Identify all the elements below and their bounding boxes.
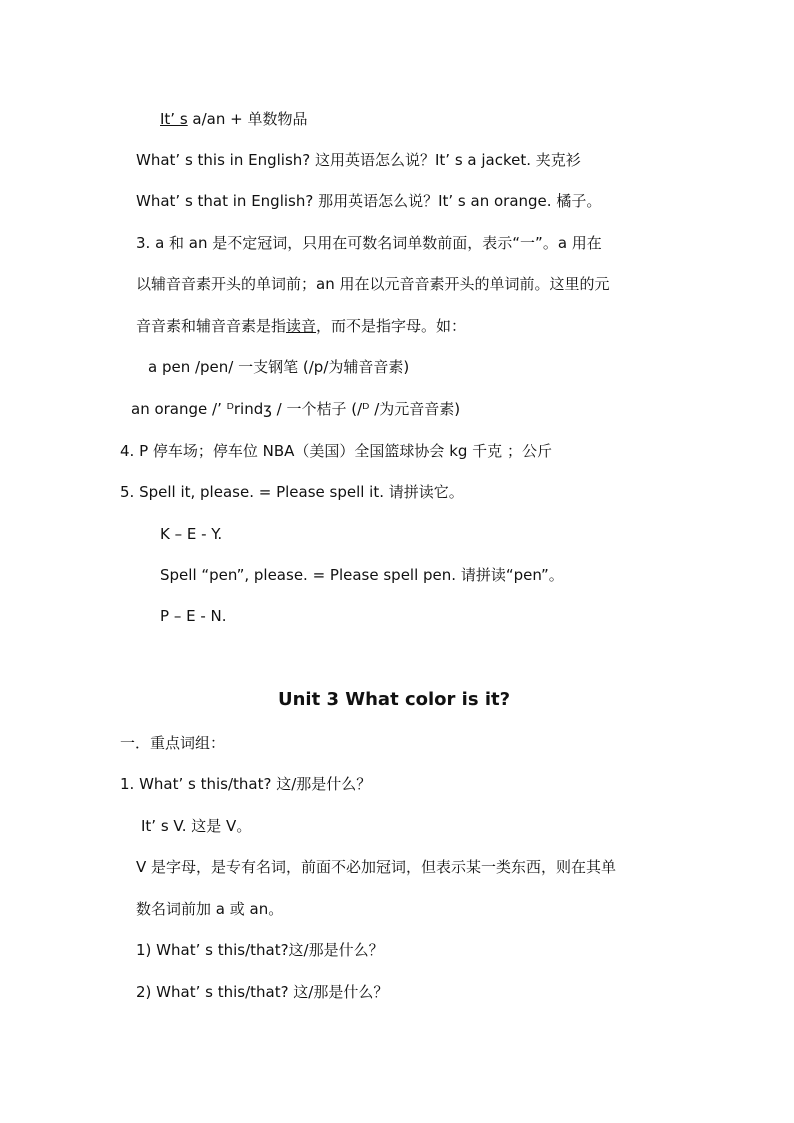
section-line-5: 1) What’ s this/that?这/那是什么？	[136, 941, 384, 959]
underlined-pronunciation: 读音	[286, 317, 317, 335]
text-line-6	[136, 316, 466, 336]
section-line-4: 数名词前加 a 或 an。	[136, 900, 284, 918]
text-line-1-rest: a/an + 单数物品	[187, 110, 308, 128]
text-line-13: P – E - N.	[160, 607, 227, 625]
text-line-4: 3. a 和 an 是不定冠词，只用在可数名词单数前面，表示“一”。a 用在	[136, 234, 602, 252]
text-line-3: What’ s that in English? 那用英语怎么说？It’ s an orange. 橘子。	[136, 192, 602, 210]
section-line-2: It’ s V. 这是 V。	[141, 817, 252, 835]
text-line-7: a pen /pen/ 一支钢笔 (/p/为辅音音素)	[148, 358, 410, 376]
section-line-3: V 是字母，是专有名词，前面不必加冠词，但表示某一类东西，则在其单	[136, 858, 617, 876]
text-line-8: an orange /’ ᴰrindʒ / 一个桔子 (/ᴰ /为元音音素)	[131, 400, 461, 418]
text-line-5: 以辅音音素开头的单词前；an 用在以元音音素开头的单词前。这里的元	[136, 275, 610, 293]
text-line-12: Spell “pen”, please. = Please spell pen. 请拼读“pen”。	[160, 566, 564, 584]
unit-title: Unit 3 What color is it?	[278, 689, 511, 710]
text-line-9: 4. P 停车场；停车位 NBA（美国）全国篮球协会 kg 千克 ；公斤	[120, 442, 552, 460]
underlined-its: It’ s	[160, 110, 188, 128]
text-line-2: What’ s this in English? 这用英语怎么说？It’ s a jacket. 夹克衫	[136, 151, 581, 169]
section-heading: 一．重点词组：	[120, 734, 226, 752]
text-line-6-c: ，而不是指字母。如：	[316, 317, 467, 335]
text-line-11: K – E - Y.	[160, 525, 223, 543]
text-line-1	[160, 109, 307, 129]
text-line-6-a: 音音素和辅音音素是指	[136, 317, 287, 335]
section-line-1: 1. What’ s this/that? 这/那是什么？	[120, 775, 372, 793]
text-line-10: 5. Spell it, please. = Please spell it. 请拼读它。	[120, 483, 464, 501]
section-line-6: 2) What’ s this/that? 这/那是什么？	[136, 983, 389, 1001]
